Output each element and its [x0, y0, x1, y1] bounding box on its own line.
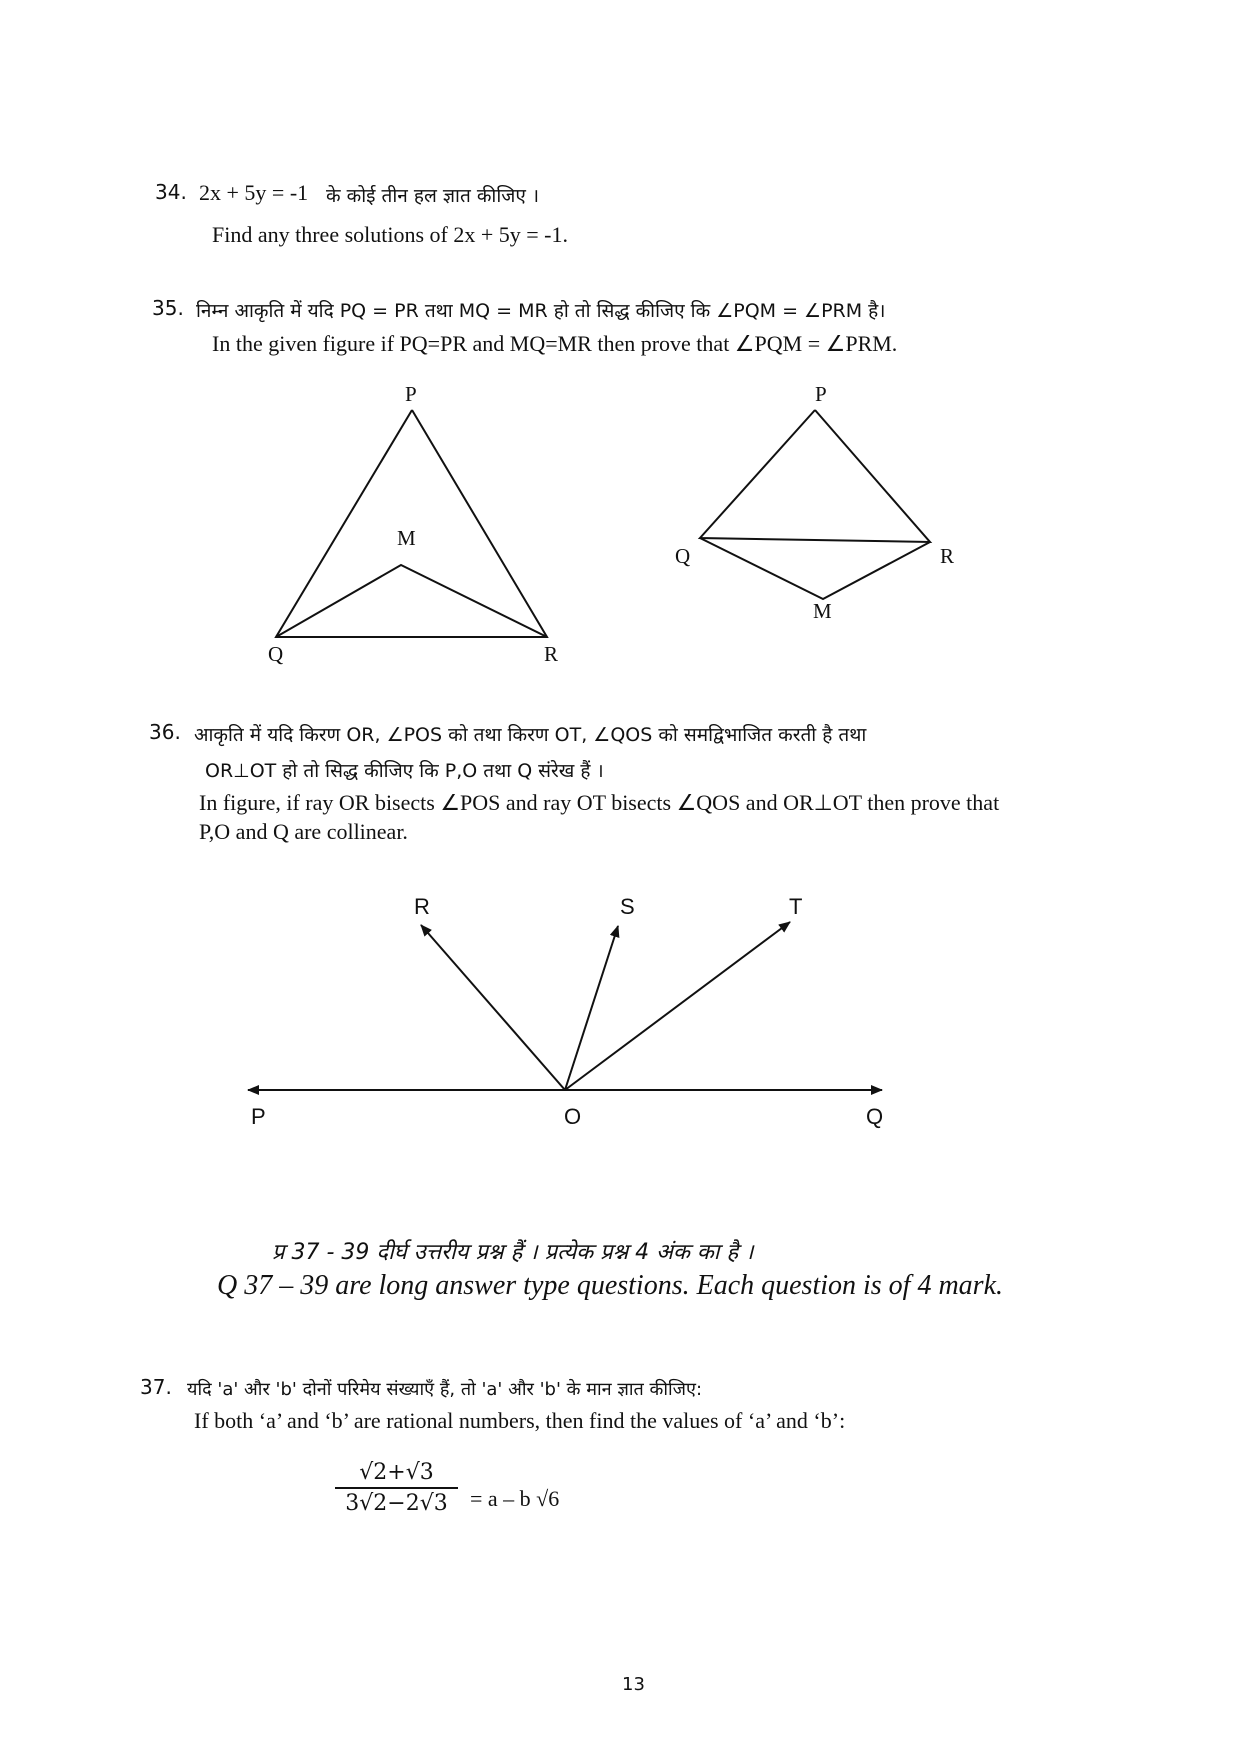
q34-english-text: Find any three solutions of 2x + 5y = -1. [212, 222, 569, 247]
q36-label-s: S [620, 894, 635, 919]
q37-hindi-text: यदि 'a' और 'b' दोनों परिमेय संख्याएँ हैं, तो 'a' और 'b' के मान ज्ञात कीजिए: [187, 1379, 703, 1400]
q37-english-text: If both ‘a’ and ‘b’ are rational numbers, then find the values of ‘a’ and ‘b’: [194, 1408, 846, 1433]
q36-hindi-line-1: आकृति में यदि किरण OR, ∠POS को तथा किरण OT, ∠QOS को समद्विभाजित करती है तथा [194, 724, 867, 746]
q36-hindi-line-2: OR⊥OT हो तो सिद्ध कीजिए कि P,O तथा Q संरेख हैं । [205, 760, 604, 782]
q34-number: 34. [155, 180, 187, 204]
q36-english-line-1: In figure, if ray OR bisects ∠POS and ray OT bisects ∠QOS and OR⊥OT then prove that [199, 790, 1000, 815]
q37-fraction-bar [335, 1487, 458, 1489]
q36-label-p: P [251, 1104, 266, 1129]
page-number: 13 [622, 1674, 645, 1695]
q36-label-q: Q [866, 1104, 884, 1129]
q36-number: 36. [149, 720, 181, 744]
q35-hindi-text: निम्न आकृति में यदि PQ = PR तथा MQ = MR हो तो सिद्ध कीजिए कि ∠PQM = ∠PRM है। [196, 300, 886, 322]
q37-fraction [335, 1460, 458, 1516]
q37-numerator: √2+√3 [359, 1460, 434, 1485]
q36-ray-or [421, 925, 565, 1090]
q35-fig2-label-r: R [940, 544, 955, 568]
q35-fig1-label-m: M [397, 526, 416, 550]
q37-rhs: = a – b √6 [470, 1486, 560, 1511]
q34-hindi-text: के कोई तीन हल ज्ञात कीजिए । [326, 185, 540, 207]
q35-fig2-label-p: P [815, 382, 827, 406]
q37-number: 37. [140, 1375, 172, 1399]
q35-fig2-label-m: M [813, 599, 832, 623]
q36-ray-ot [565, 922, 790, 1090]
q36-english-line-2: P,O and Q are collinear. [199, 819, 408, 844]
q36-label-t: T [789, 894, 803, 919]
q34-equation: 2x + 5y = -1 [199, 180, 309, 205]
q35-fig1-label-p: P [405, 382, 417, 406]
q35-number: 35. [152, 296, 184, 320]
q37-denominator: 3√2−2√3 [345, 1491, 448, 1516]
q36-ray-os [565, 926, 618, 1090]
section-note-english: Q 37 – 39 are long answer type questions. Each question is of 4 mark. [217, 1270, 1004, 1301]
q35-fig2-label-q: Q [675, 544, 691, 568]
q35-fig1-label-q: Q [268, 642, 284, 666]
q36-label-r: R [414, 894, 430, 919]
section-note-hindi: प्र 37 - 39 दीर्घ उत्तरीय प्रश्न हैं । प्रत्येक प्रश्न 4 अंक का है । [272, 1240, 754, 1265]
q35-english-text: In the given figure if PQ=PR and MQ=MR then prove that ∠PQM = ∠PRM. [212, 331, 898, 356]
q36-label-o: O [564, 1104, 582, 1129]
q35-fig1-label-r: R [544, 642, 559, 666]
